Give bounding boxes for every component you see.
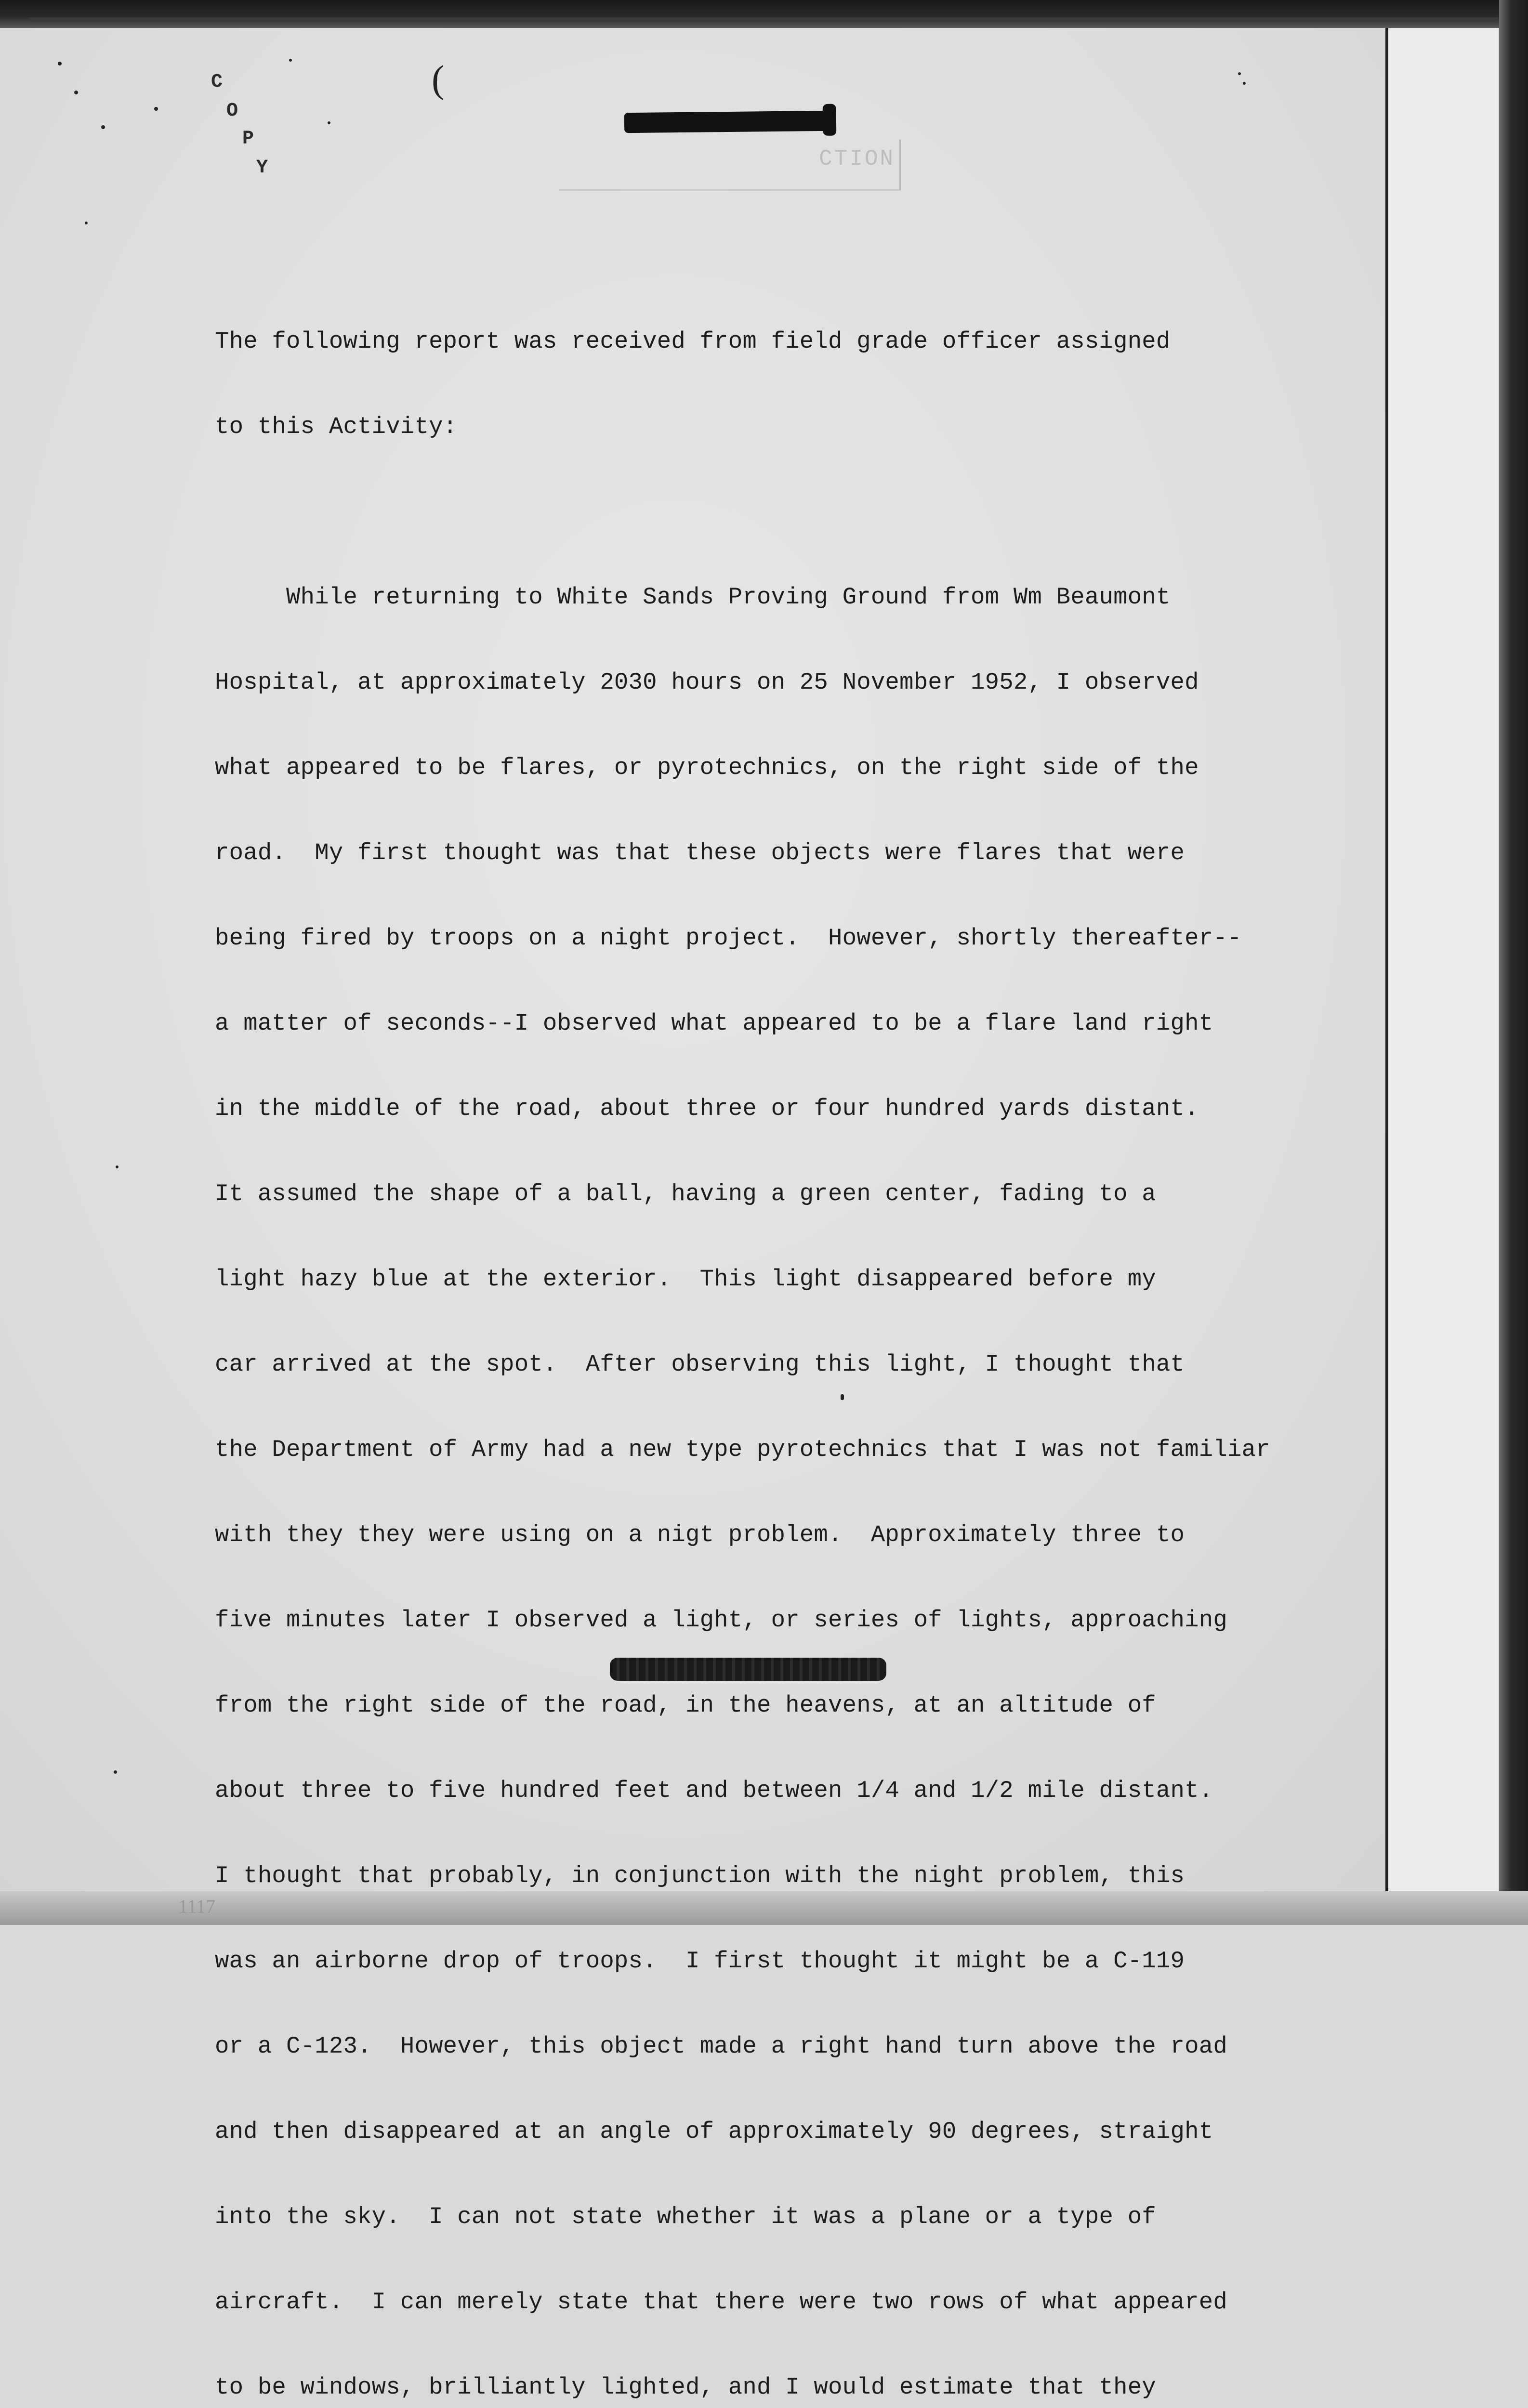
- body-line: light hazy blue at the exterior. This light disappeared before my: [215, 1266, 1156, 1293]
- body-line: road. My first thought was that these objects were flares that were: [215, 839, 1185, 866]
- film-frame-top: [0, 0, 1528, 28]
- paragraph-gap: [215, 498, 1270, 526]
- body-line: from the right side of the road, in the heavens, at an altitude of: [215, 1692, 1156, 1719]
- body-line: While returning to White Sands Proving Ground from Wm Beaumont: [215, 584, 1171, 611]
- body-line: with they they were using on a nigt problem. Approximately three to: [215, 1521, 1185, 1548]
- body-line: five minutes later I observed a light, or series of lights, approaching: [215, 1607, 1227, 1634]
- copy-stamp-letter-y: Y: [256, 157, 268, 179]
- faded-classification-stamp: [559, 140, 901, 191]
- faded-stamp-text: CTION: [819, 146, 896, 171]
- redaction-bar-top: [624, 111, 830, 133]
- intro-line: to this Activity:: [215, 413, 458, 440]
- film-edge-marks: 1117: [178, 1896, 216, 1917]
- body-line: about three to five hundred feet and between 1/4 and 1/2 mile distant.: [215, 1777, 1213, 1804]
- copy-stamp-letter-o: O: [226, 100, 238, 122]
- body-line: what appeared to be flares, or pyrotechnics, on the right side of the: [215, 754, 1199, 781]
- body-line: car arrived at the spot. After observing this light, I thought that: [215, 1351, 1185, 1378]
- page-margin-strip: [1388, 28, 1498, 1891]
- copy-stamp-letter-p: P: [242, 128, 254, 150]
- film-frame-line: [29, 17, 1498, 21]
- stray-parenthesis: (: [432, 58, 445, 101]
- film-frame-right: [1499, 0, 1528, 1925]
- intro-line: The following report was received from field grade officer assigned: [215, 328, 1171, 355]
- report-text: [215, 271, 1270, 2408]
- body-line: in the middle of the road, about three or four hundred yards distant.: [215, 1095, 1199, 1122]
- body-line: to be windows, brilliantly lighted, and I would estimate that they: [215, 2374, 1156, 2401]
- copy-stamp-letter-c: C: [211, 71, 223, 93]
- body-line: It assumed the shape of a ball, having a green center, fading to a: [215, 1180, 1156, 1207]
- body-line: I thought that probably, in conjunction with the night problem, this: [215, 1862, 1185, 1889]
- body-line: into the sky. I can not state whether it was a plane or a type of: [215, 2203, 1156, 2230]
- body-line: Hospital, at approximately 2030 hours on 25 November 1952, I observed: [215, 669, 1199, 696]
- body-line: or a C-123. However, this object made a right hand turn above the road: [215, 2033, 1227, 2060]
- body-line: and then disappeared at an angle of approximately 90 degrees, straight: [215, 2118, 1213, 2145]
- body-line: aircraft. I can merely state that there were two rows of what appeared: [215, 2289, 1227, 2316]
- body-line: the Department of Army had a new type pyrotechnics that I was not familiar: [215, 1436, 1270, 1463]
- body-line: was an airborne drop of troops. I first thought it might be a C-119: [215, 1948, 1185, 1975]
- body-line: a matter of seconds--I observed what appeared to be a flare land right: [215, 1010, 1213, 1037]
- redaction-bar-bottom: [610, 1658, 886, 1681]
- body-line: being fired by troops on a night project. However, shortly thereafter--: [215, 925, 1242, 952]
- page-edge-line: [1385, 28, 1388, 1891]
